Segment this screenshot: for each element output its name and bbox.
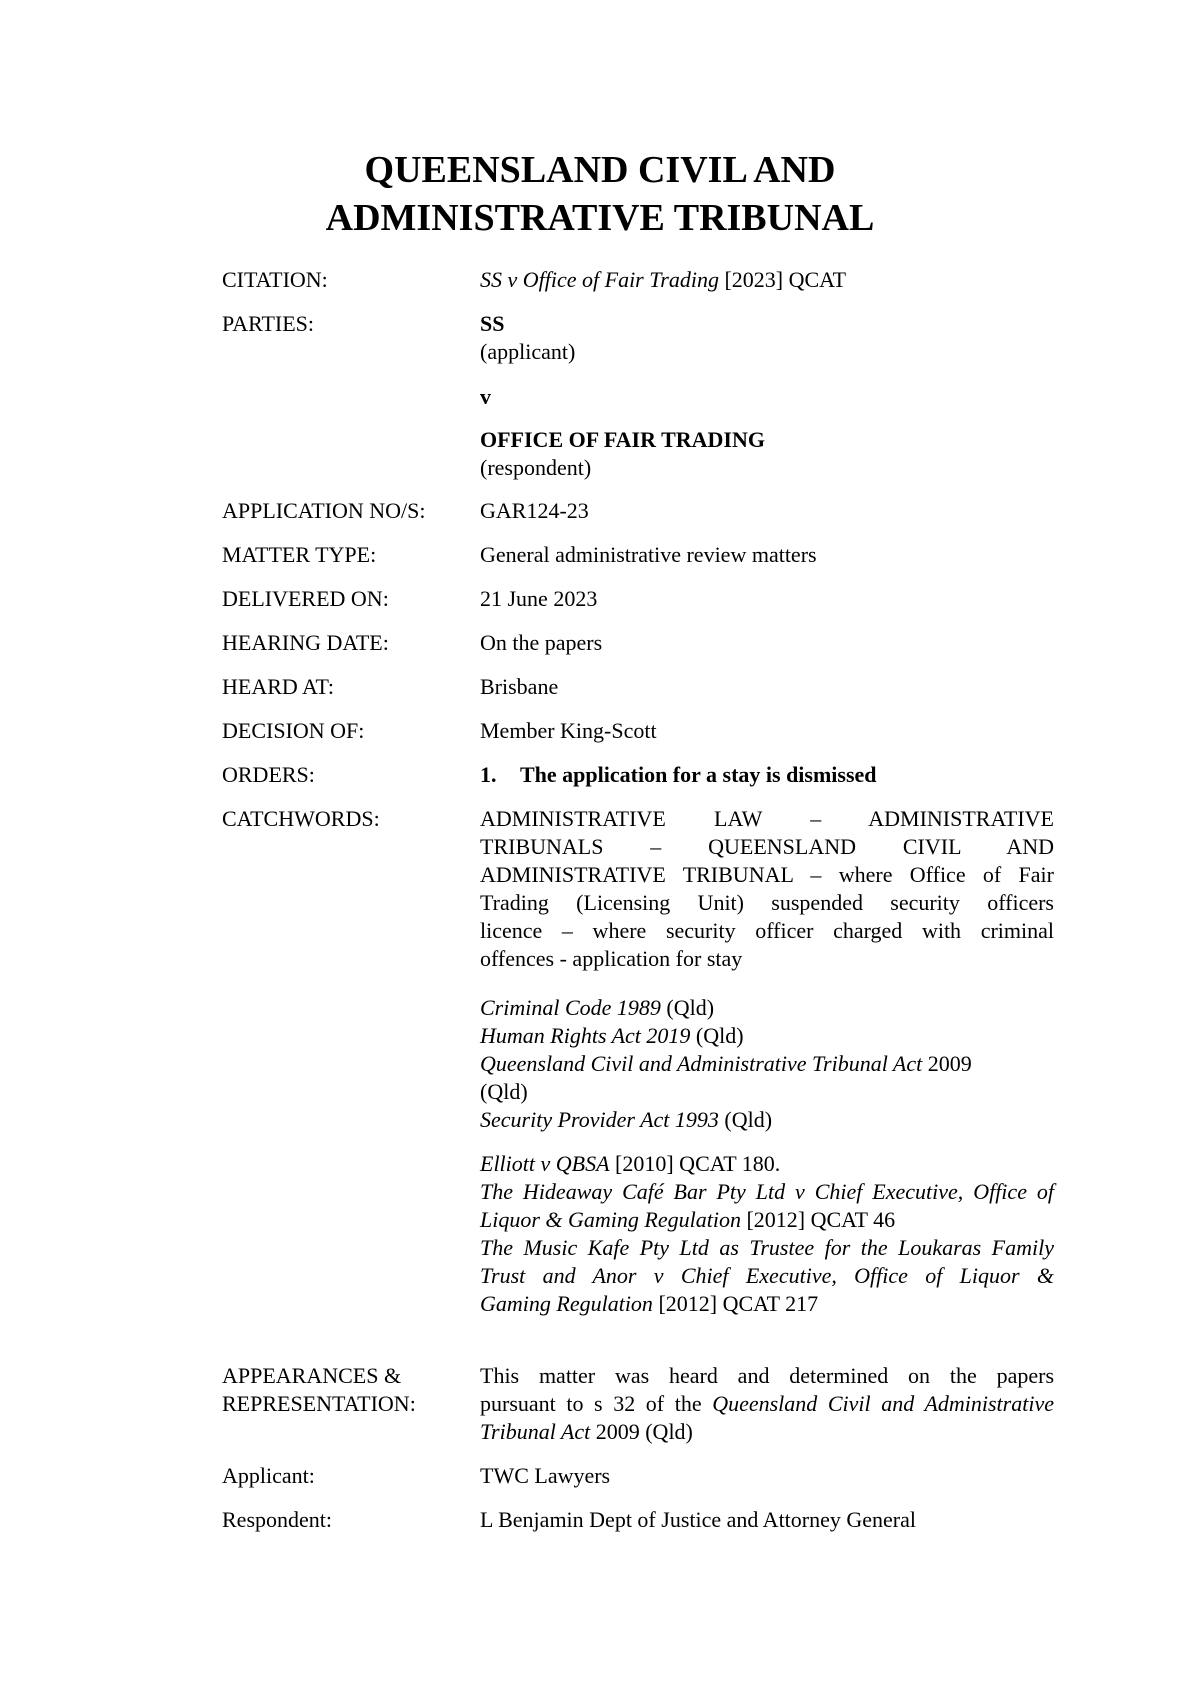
legislation-suffix: (Qld) xyxy=(690,1023,744,1048)
applicant-value: TWC Lawyers xyxy=(480,1463,611,1488)
legislation-list xyxy=(480,994,1054,1134)
appearances-label-line: REPRESENTATION: xyxy=(222,1391,416,1416)
appearances-act-title: Tribunal Act xyxy=(480,1419,591,1444)
case-item xyxy=(480,1206,1054,1234)
respondent-name: OFFICE OF FAIR TRADING xyxy=(480,427,765,452)
legislation-suffix: (Qld) xyxy=(660,995,715,1020)
respondent-role: (respondent) xyxy=(480,455,592,480)
appearances-text-part: pursuant to s 32 of the xyxy=(480,1391,713,1416)
catchwords-label: CATCHWORDS: xyxy=(222,806,380,831)
catchwords-line: licence – where security officer charged with criminal xyxy=(480,918,1054,943)
appearances-line xyxy=(480,1390,1054,1418)
matter-type-label: MATTER TYPE: xyxy=(222,542,377,567)
legislation-title: Security Provider Act 1993 xyxy=(480,1107,719,1132)
heard-at-value: Brisbane xyxy=(480,674,559,699)
case-item xyxy=(480,1150,1054,1178)
respondent-label: Respondent: xyxy=(222,1507,332,1532)
hearing-date-label: HEARING DATE: xyxy=(222,630,389,655)
order-item xyxy=(480,761,1054,789)
catchwords-line: Trading (Licensing Unit) suspended security officers xyxy=(480,890,1054,915)
case-title: Liquor & Gaming Regulation xyxy=(480,1207,741,1232)
application-no-label: APPLICATION NO/S: xyxy=(222,498,426,523)
legislation-title: Human Rights Act 2019 xyxy=(480,1023,691,1048)
catchwords-line: TRIBUNALS – QUEENSLAND CIVIL AND xyxy=(480,834,1054,859)
legislation-item xyxy=(480,1022,1054,1050)
appearances-line xyxy=(480,1418,1054,1446)
case-title: The Music Kafe Pty Ltd as Trustee for the Loukaras Family xyxy=(480,1235,1054,1260)
case-citation: [2012] QCAT 217 xyxy=(652,1291,819,1316)
citation-reference: [2023] QCAT xyxy=(718,267,847,292)
case-title: Gaming Regulation xyxy=(480,1291,653,1316)
orders-label: ORDERS: xyxy=(222,762,315,787)
parties-applicant xyxy=(480,310,1054,366)
applicant-name: SS xyxy=(480,311,505,336)
legislation-suffix: (Qld) xyxy=(718,1107,773,1132)
parties-label: PARTIES: xyxy=(222,311,315,336)
catchwords-line: ADMINISTRATIVE LAW – ADMINISTRATIVE xyxy=(480,806,1054,831)
title-line-1: QUEENSLAND CIVIL AND xyxy=(364,149,836,191)
legislation-item-continued: (Qld) xyxy=(480,1079,528,1104)
order-number: 1. xyxy=(480,762,497,787)
title-line-2: ADMINISTRATIVE TRIBUNAL xyxy=(325,197,875,239)
matter-type-value: General administrative review matters xyxy=(480,542,817,567)
delivered-on-label: DELIVERED ON: xyxy=(222,586,389,611)
legislation-title: Queensland Civil and Administrative Tribunal Act xyxy=(480,1051,923,1076)
citation-case-name: SS v Office of Fair Trading xyxy=(480,267,719,292)
cases-list xyxy=(480,1150,1054,1318)
legislation-item xyxy=(480,994,1054,1022)
delivered-on-value: 21 June 2023 xyxy=(480,586,598,611)
respondent-value: L Benjamin Dept of Justice and Attorney General xyxy=(480,1507,917,1532)
catchwords-line: ADMINISTRATIVE TRIBUNAL – where Office of Fair xyxy=(480,862,1054,887)
case-title: The Hideaway Café Bar Pty Ltd v Chief Executive, Office of xyxy=(480,1179,1054,1204)
appearances-line: This matter was heard and determined on the papers xyxy=(480,1363,1054,1388)
catchwords-line: offences - application for stay xyxy=(480,946,743,971)
parties-versus: v xyxy=(480,384,491,409)
hearing-date-value: On the papers xyxy=(480,630,603,655)
case-item xyxy=(480,1290,1054,1318)
appearances-text xyxy=(480,1362,1054,1446)
appearances-label xyxy=(222,1362,416,1418)
document-title xyxy=(0,146,1200,242)
decision-of-value: Member King-Scott xyxy=(480,718,657,743)
heard-at-label: HEARD AT: xyxy=(222,674,334,699)
citation-label: CITATION: xyxy=(222,267,328,292)
catchwords-text xyxy=(480,805,1054,973)
appearances-text-part: 2009 (Qld) xyxy=(590,1419,693,1444)
decision-of-label: DECISION OF: xyxy=(222,718,365,743)
case-citation: [2012] QCAT 46 xyxy=(740,1207,896,1232)
applicant-role: (applicant) xyxy=(480,339,576,364)
application-no-value: GAR124-23 xyxy=(480,498,589,523)
case-title: Elliott v QBSA xyxy=(480,1151,610,1176)
applicant-label: Applicant: xyxy=(222,1463,315,1488)
order-text: The application for a stay is dismissed xyxy=(520,762,877,787)
case-title: Trust and Anor v Chief Executive, Office of Liquor & xyxy=(480,1263,1054,1288)
case-citation: [2010] QCAT 180. xyxy=(609,1151,781,1176)
appearances-act-title: Queensland Civil and Administrative xyxy=(712,1391,1054,1416)
legislation-suffix: 2009 xyxy=(922,1051,972,1076)
legislation-item xyxy=(480,1050,1054,1078)
appearances-label-line: APPEARANCES & xyxy=(222,1363,402,1388)
legislation-item xyxy=(480,1106,1054,1134)
legislation-title: Criminal Code 1989 xyxy=(480,995,661,1020)
citation-value xyxy=(480,266,1054,294)
parties-respondent xyxy=(480,426,1054,482)
